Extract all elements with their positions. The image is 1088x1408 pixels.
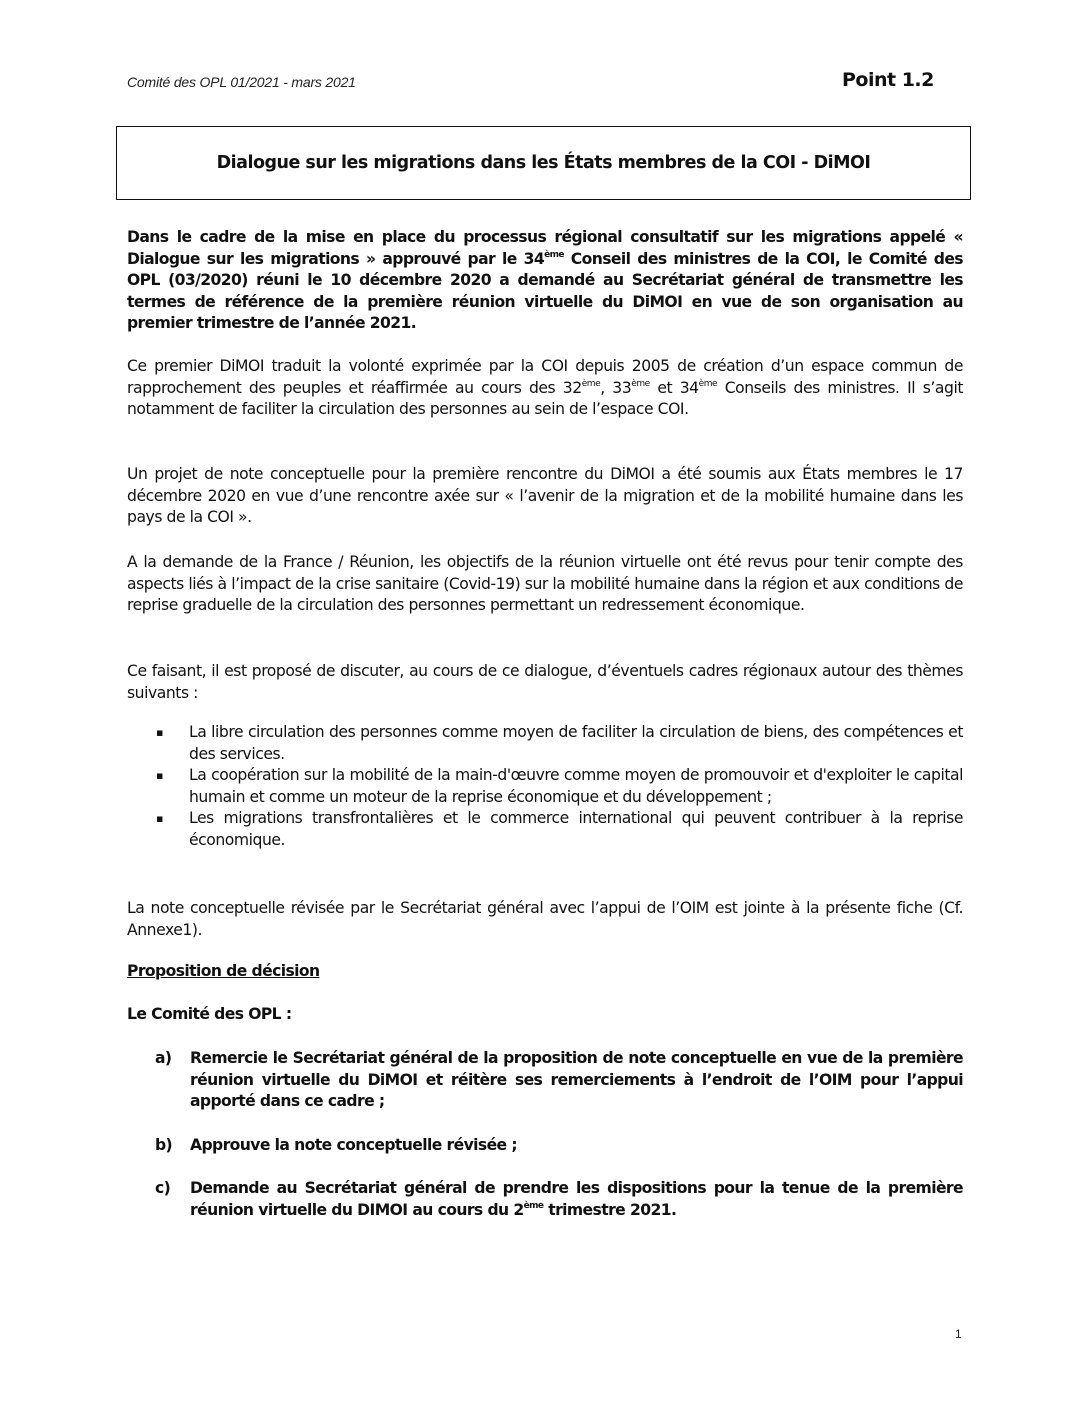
document-header-reference: Comité des OPL 01/2021 - mars 2021: [127, 74, 356, 90]
decision-item-c: [155, 1178, 963, 1221]
decision-text-2: trimestre 2021.: [543, 1200, 677, 1219]
list-item: [127, 722, 963, 765]
list-item-text: Les migrations transfrontalières et le commerce international qui peuvent contribuer à la reprise économique.: [189, 809, 963, 849]
decision-text: Remercie le Secrétariat général de la proposition de note conceptuelle en vue de la première réunion virtuelle du DiMOI et réitère ses remerciements à l’endroit de l’OIM pour l’appui apporté dans ce cadre ;: [190, 1049, 963, 1110]
paragraph-draft-note: Un projet de note conceptuelle pour la première rencontre du DiMOI a été soumis aux États membres le 17 décembre 2020 en vue d’une rencontre axée sur « l’avenir de la migration et de la mobilité humaine dans les pays de la COI ».: [127, 465, 963, 526]
ordinal-superscript: ème: [523, 1200, 544, 1211]
para2-text-3: et 34: [649, 378, 699, 397]
title-box: [116, 126, 971, 200]
decision-text: [155, 1178, 963, 1221]
list-item: [127, 808, 963, 851]
bullet-icon: ▪: [156, 769, 164, 782]
decision-letter: b): [155, 1136, 173, 1154]
document-title: Dialogue sur les migrations dans les États membres de la COI - DiMOI: [216, 153, 871, 173]
themes-list: [127, 722, 963, 851]
intro-text-2: Conseil des ministres de la COI, le Comité des OPL (03/2020) réuni le 10 décembre 2020 a demandé au Secrétariat général de transmettre les termes de référence de la première réunion virtuelle du DiMOI en vue de son organisation au premier trimestre de l’année 2021.: [127, 249, 963, 332]
list-item-text: La libre circulation des personnes comme moyen de faciliter la circulation de biens, des compétences et des services.: [189, 723, 963, 763]
decision-heading: Proposition de décision: [127, 962, 320, 980]
list-item: [127, 765, 963, 808]
decision-item-b: [155, 1135, 963, 1157]
decision-item-a: [155, 1048, 963, 1113]
decision-letter: c): [155, 1179, 171, 1197]
para2-text-4: Conseils des ministres. Il s’agit notamment de faciliter la circulation des personnes au sein de l’espace COI.: [127, 378, 963, 418]
list-item-text: La coopération sur la mobilité de la main-d'œuvre comme moyen de promouvoir et d'exploiter le capital humain et comme un moteur de la reprise économique et du développement ;: [189, 766, 963, 806]
ordinal-superscript: ème: [698, 378, 718, 389]
intro-paragraph: [127, 227, 963, 335]
agenda-point-label: Point 1.2: [842, 69, 934, 91]
decision-letter: a): [155, 1049, 172, 1067]
ordinal-superscript: ème: [631, 378, 650, 389]
intro-text-1: Dans le cadre de la mise en place du processus régional consultatif sur les migrations appelé « Dialogue sur les migrations » approuvé par le 34: [127, 228, 963, 268]
paragraph-objectives: A la demande de la France / Réunion, les objectifs de la réunion virtuelle ont été revus pour tenir compte des aspects liés à l’impact de la crise sanitaire (Covid-19) sur la mobilité humaine dans la région et aux conditions de reprise graduelle de la circulation des personnes permettant un redressement économique.: [127, 553, 963, 614]
ordinal-superscript: ème: [544, 249, 564, 260]
paragraph-context: [127, 356, 963, 421]
paragraph-themes-intro: Ce faisant, il est proposé de discuter, au cours de ce dialogue, d’éventuels cadres régionaux autour des thèmes suivants :: [127, 662, 963, 702]
para2-text-2: , 33: [600, 378, 632, 397]
para2-text-1: Ce premier DiMOI traduit la volonté exprimée par la COI depuis 2005 de création d’un espace commun de rapprochement des peuples et réaffirmée au cours des 32: [127, 357, 963, 397]
ordinal-superscript: ème: [581, 378, 601, 389]
page-number: 1: [955, 1327, 962, 1341]
bullet-icon: ▪: [156, 812, 164, 825]
decision-text-1: Demande au Secrétariat général de prendre les dispositions pour la tenue de la première réunion virtuelle du DIMOI au cours du 2: [190, 1179, 963, 1219]
bullet-icon: ▪: [156, 726, 164, 739]
decision-text: Approuve la note conceptuelle révisée ;: [190, 1136, 517, 1154]
committee-label: Le Comité des OPL :: [127, 1005, 292, 1023]
paragraph-annex: La note conceptuelle révisée par le Secrétariat général avec l’appui de l’OIM est jointe à la présente fiche (Cf. Annexe1).: [127, 899, 963, 939]
